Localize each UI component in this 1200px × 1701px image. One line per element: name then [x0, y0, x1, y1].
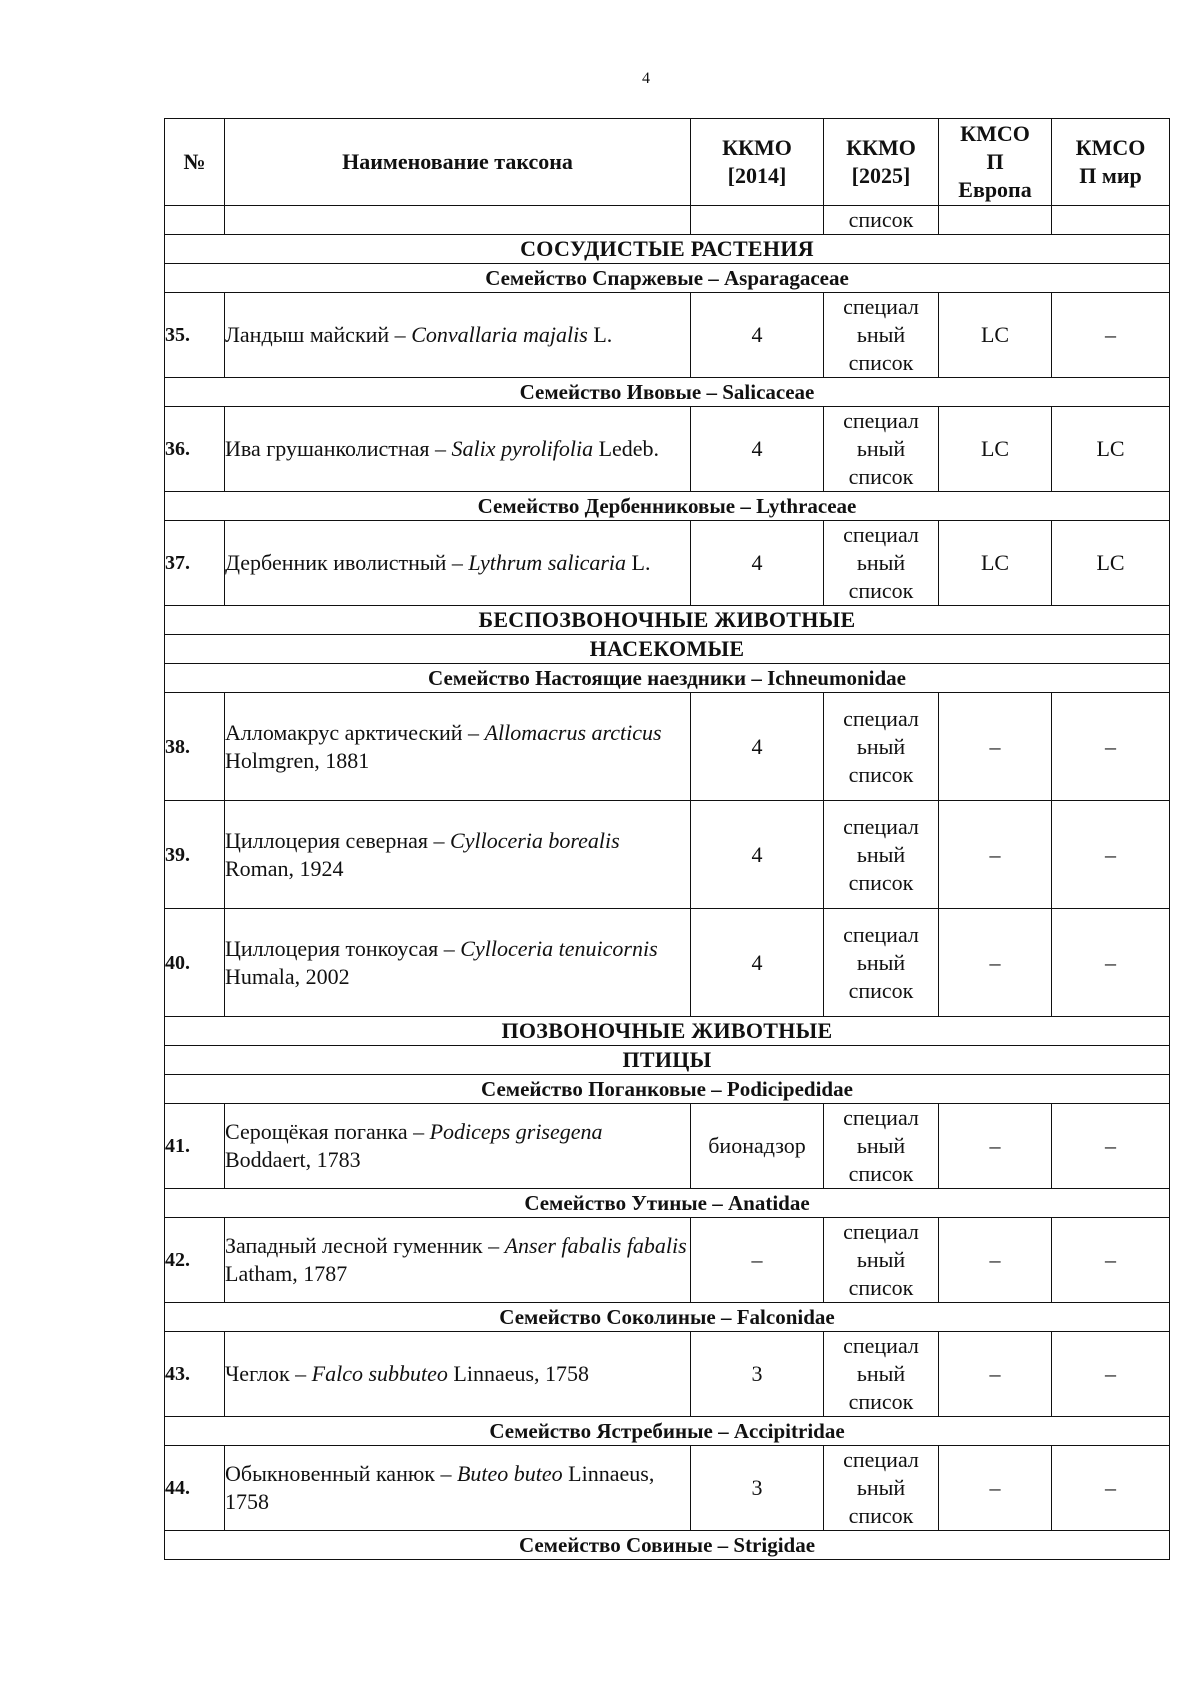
taxon-name — [225, 1446, 691, 1531]
kmsop-europe-value: LC — [939, 407, 1052, 492]
kkmo-2014-value: 4 — [691, 801, 824, 909]
taxon-name — [225, 293, 691, 378]
taxon-latin-name: Podiceps grisegena — [429, 1119, 603, 1144]
table-row — [165, 1332, 1170, 1417]
section-heading-row — [165, 1017, 1170, 1046]
taxon-common-name: Ландыш майский – — [225, 322, 412, 347]
row-number: 43. — [165, 1332, 225, 1417]
kkmo-2025-line: ьный — [856, 1133, 906, 1158]
header-taxon-name: Наименование таксона — [225, 119, 691, 206]
table-row — [165, 1104, 1170, 1189]
kkmo-2025-line: специал — [843, 1447, 919, 1472]
taxon-latin-name: Salix pyrolifolia — [451, 436, 594, 461]
family-heading: Семейство Утиные – Anatidae — [165, 1189, 1170, 1218]
kkmo-2025-value — [824, 801, 939, 909]
section-heading: ПТИЦЫ — [165, 1046, 1170, 1075]
kkmo-2025-line: специал — [843, 1219, 919, 1244]
table-row — [165, 1446, 1170, 1531]
taxon-name — [225, 1332, 691, 1417]
kmsop-world-value: LC — [1052, 521, 1170, 606]
family-heading: Семейство Ястребиные – Accipitridae — [165, 1417, 1170, 1446]
section-heading-row — [165, 635, 1170, 664]
header-kkmo-2025: ККМО [2025] — [824, 119, 939, 206]
kkmo-2025-line: ьный — [856, 841, 906, 867]
kkmo-2025-value — [824, 407, 939, 492]
row-number: 40. — [165, 909, 225, 1017]
family-heading-row — [165, 492, 1170, 521]
table-row — [165, 909, 1170, 1017]
section-heading: ПОЗВОНОЧНЫЕ ЖИВОТНЫЕ — [165, 1017, 1170, 1046]
row-number: 39. — [165, 801, 225, 909]
kkmo-2025-value — [824, 293, 939, 378]
taxon-common-name: Чеглок – — [225, 1361, 312, 1386]
kkmo-2025-line: список — [848, 578, 914, 603]
kkmo-2025-line: список — [848, 1389, 914, 1414]
family-heading-row — [165, 1531, 1170, 1560]
family-heading-row — [165, 378, 1170, 407]
taxon-latin-name: Cylloceria tenuicornis — [460, 935, 658, 961]
continuation-kkmo-2025: список — [824, 206, 939, 235]
section-heading: СОСУДИСТЫЕ РАСТЕНИЯ — [165, 235, 1170, 264]
kkmo-2025-line: специал — [843, 1105, 919, 1130]
taxon-author: Latham, 1787 — [225, 1261, 348, 1286]
section-heading-row — [165, 235, 1170, 264]
taxon-name — [225, 1218, 691, 1303]
kkmo-2025-line: список — [848, 1503, 914, 1528]
kkmo-2025-value — [824, 521, 939, 606]
kkmo-2014-value: – — [691, 1218, 824, 1303]
kmsop-europe-value: – — [939, 1104, 1052, 1189]
kkmo-2025-line: специал — [843, 522, 919, 547]
kkmo-2025-line: список — [848, 464, 914, 489]
kkmo-2025-line: список — [848, 761, 914, 787]
kkmo-2014-value: 4 — [691, 293, 824, 378]
table-row — [165, 293, 1170, 378]
kkmo-2025-line: специал — [843, 705, 919, 731]
taxon-author: Linnaeus, 1758 — [447, 1361, 590, 1386]
page-number: 4 — [642, 70, 650, 87]
kmsop-europe-value: – — [939, 801, 1052, 909]
family-heading-row — [165, 1417, 1170, 1446]
kkmo-2025-line: специал — [843, 1333, 919, 1358]
taxon-author: L. — [587, 322, 613, 347]
kkmo-2025-value — [824, 1446, 939, 1531]
kkmo-2025-value — [824, 1104, 939, 1189]
kmsop-world-value: – — [1052, 1218, 1170, 1303]
taxon-author: Ledeb. — [593, 436, 660, 461]
taxon-latin-name: Lythrum salicaria — [468, 550, 627, 575]
kmsop-europe-value: – — [939, 1446, 1052, 1531]
kmsop-world-value: – — [1052, 1332, 1170, 1417]
kmsop-europe-value: LC — [939, 521, 1052, 606]
section-heading: НАСЕКОМЫЕ — [165, 635, 1170, 664]
kmsop-europe-value: – — [939, 1218, 1052, 1303]
taxa-table — [164, 118, 1170, 1560]
taxon-latin-name: Allomacrus arcticus — [484, 719, 662, 745]
table-row — [165, 801, 1170, 909]
kmsop-world-value: LC — [1052, 407, 1170, 492]
family-heading: Семейство Соколиные – Falconidae — [165, 1303, 1170, 1332]
kkmo-2014-value: 4 — [691, 521, 824, 606]
header-kmsop-world: КМСО П мир — [1052, 119, 1170, 206]
kmsop-world-value: – — [1052, 909, 1170, 1017]
taxon-latin-name: Convallaria majalis — [411, 322, 588, 347]
row-number: 37. — [165, 521, 225, 606]
kkmo-2014-value: 4 — [691, 909, 824, 1017]
kmsop-world-value: – — [1052, 1446, 1170, 1531]
family-heading: Семейство Дербенниковые – Lythraceae — [165, 492, 1170, 521]
kmsop-europe-value: – — [939, 1332, 1052, 1417]
taxon-author: L. — [626, 550, 651, 575]
header-kkmo-2014: ККМО [2014] — [691, 119, 824, 206]
kkmo-2025-line: ьный — [856, 1247, 906, 1272]
kkmo-2025-line: список — [848, 350, 914, 375]
kkmo-2025-line: ьный — [856, 949, 906, 975]
row-number: 42. — [165, 1218, 225, 1303]
family-heading: Семейство Спаржевые – Asparagaceae — [165, 264, 1170, 293]
family-heading-row — [165, 1189, 1170, 1218]
kmsop-world-value: – — [1052, 293, 1170, 378]
family-heading: Семейство Настоящие наездники – Ichneumonidae — [165, 664, 1170, 693]
kkmo-2025-line: список — [848, 977, 914, 1003]
kmsop-europe-value: LC — [939, 293, 1052, 378]
family-heading-row — [165, 1075, 1170, 1104]
kmsop-world-value: – — [1052, 801, 1170, 909]
section-heading-row — [165, 606, 1170, 635]
taxon-author: Boddaert, 1783 — [225, 1147, 361, 1172]
kkmo-2014-value: 3 — [691, 1446, 824, 1531]
kkmo-2025-line: ьный — [856, 733, 906, 759]
taxon-latin-name: Buteo buteo — [456, 1461, 563, 1486]
family-heading-row — [165, 1303, 1170, 1332]
family-heading-row — [165, 264, 1170, 293]
taxon-latin-name: Cylloceria borealis — [450, 827, 620, 853]
kkmo-2025-line: специал — [843, 813, 919, 839]
kkmo-2025-line: ьный — [856, 436, 906, 461]
table-row — [165, 521, 1170, 606]
taxon-author: Linnaeus, 1758 — [225, 1461, 655, 1514]
taxon-name — [225, 407, 691, 492]
section-heading: БЕСПОЗВОНОЧНЫЕ ЖИВОТНЫЕ — [165, 606, 1170, 635]
kkmo-2025-line: специал — [843, 294, 919, 319]
header-kmsop-europe: КМСО П Европа — [939, 119, 1052, 206]
family-heading: Семейство Ивовые – Salicaceae — [165, 378, 1170, 407]
taxon-latin-name: Falco subbuteo — [311, 1361, 448, 1386]
header-row — [165, 119, 1170, 206]
taxon-common-name: Циллоцерия тонкоусая – — [225, 935, 461, 961]
kkmo-2025-line: специал — [843, 408, 919, 433]
continuation-row — [165, 206, 1170, 235]
row-number: 41. — [165, 1104, 225, 1189]
kkmo-2014-value: 4 — [691, 693, 824, 801]
kkmo-2025-line: ьный — [856, 322, 906, 347]
kkmo-2014-value: 3 — [691, 1332, 824, 1417]
taxon-common-name: Ива грушанколистная – — [225, 436, 452, 461]
kmsop-europe-value: – — [939, 693, 1052, 801]
row-number: 38. — [165, 693, 225, 801]
kkmo-2025-line: специал — [843, 921, 919, 947]
taxon-name — [225, 1104, 691, 1189]
kkmo-2025-value — [824, 1332, 939, 1417]
taxon-author: Humala, 2002 — [225, 963, 350, 989]
header-num: № — [165, 119, 225, 206]
taxon-common-name: Дербенник иволистный – — [225, 550, 469, 575]
kkmo-2025-value — [824, 1218, 939, 1303]
kkmo-2014-value: бионадзор — [691, 1104, 824, 1189]
kkmo-2025-line: ьный — [856, 1475, 906, 1500]
family-heading-row — [165, 664, 1170, 693]
taxon-author: Roman, 1924 — [225, 855, 344, 881]
taxon-name — [225, 693, 691, 801]
kkmo-2025-value — [824, 693, 939, 801]
kkmo-2025-line: список — [848, 1275, 914, 1300]
taxon-common-name: Обыкновенный канюк – — [225, 1461, 457, 1486]
kkmo-2025-line: список — [848, 869, 914, 895]
family-heading: Семейство Поганковые – Podicipedidae — [165, 1075, 1170, 1104]
kkmo-2025-line: список — [848, 1161, 914, 1186]
kkmo-2025-line: ьный — [856, 1361, 906, 1386]
taxon-common-name: Алломакрус арктический – — [225, 719, 485, 745]
kkmo-2025-value — [824, 909, 939, 1017]
taxon-name — [225, 801, 691, 909]
taxon-name — [225, 909, 691, 1017]
table-row — [165, 693, 1170, 801]
kmsop-europe-value: – — [939, 909, 1052, 1017]
table-row — [165, 407, 1170, 492]
taxon-latin-name: Anser fabalis fabalis — [504, 1233, 687, 1258]
kkmo-2014-value: 4 — [691, 407, 824, 492]
taxon-author: Holmgren, 1881 — [225, 747, 370, 773]
kmsop-world-value: – — [1052, 693, 1170, 801]
row-number: 44. — [165, 1446, 225, 1531]
table-row — [165, 1218, 1170, 1303]
kmsop-world-value: – — [1052, 1104, 1170, 1189]
taxa-body — [165, 235, 1170, 1560]
taxon-common-name: Западный лесной гуменник – — [225, 1233, 505, 1258]
section-heading-row — [165, 1046, 1170, 1075]
family-heading: Семейство Совиные – Strigidae — [165, 1531, 1170, 1560]
taxon-common-name: Серощёкая поганка – — [225, 1119, 430, 1144]
taxon-common-name: Циллоцерия северная – — [225, 827, 451, 853]
taxon-name — [225, 521, 691, 606]
row-number: 36. — [165, 407, 225, 492]
kkmo-2025-line: ьный — [856, 550, 906, 575]
row-number: 35. — [165, 293, 225, 378]
